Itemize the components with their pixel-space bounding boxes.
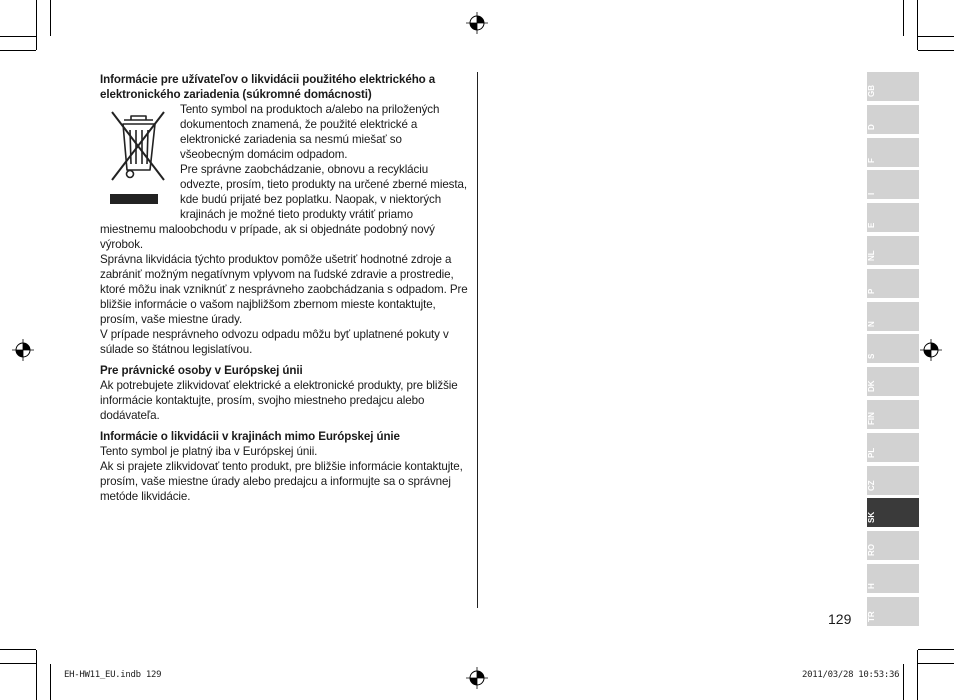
language-tab-h[interactable] (867, 564, 919, 593)
language-tab-label: CZ (867, 479, 876, 491)
language-tab-label: S (867, 354, 876, 360)
language-tab-label: FIN (867, 412, 876, 425)
paragraph: V prípade nesprávneho odvozu odpadu môžu byť uplatnené pokuty v súlade so štátnou legislatívou. (100, 328, 449, 356)
registration-mark-icon (466, 12, 488, 34)
section-heading: Pre právnické osoby v Európskej únii (100, 364, 303, 377)
language-tab-label: E (867, 222, 876, 229)
language-tab-nl[interactable] (867, 236, 919, 265)
registration-mark-icon (920, 339, 942, 361)
language-tab-label: N (867, 320, 876, 327)
language-tab-label: DK (867, 380, 876, 393)
paragraph: Správna likvidácia týchto produktov pomôže ušetriť hodnotné zdroje a zabrániť možným negatívnym vplyvom na ľudské zdravie a prostredie, ktoré môžu inak vzniknúť z nesprávneho zaobchádzania s odpadom. Pre bližšie informácie o vašom najbližšom zbernom mieste kontaktujte, prosím, vaše miestne úrady. (100, 253, 468, 326)
disposal-information (100, 72, 468, 504)
language-tab-d[interactable] (867, 105, 919, 134)
language-tabs (867, 72, 919, 630)
language-tab-label: H (867, 583, 876, 589)
language-tab-f[interactable] (867, 138, 919, 167)
section-outside-eu (100, 429, 468, 504)
language-tab-label: SK (867, 512, 876, 524)
section-eu-business (100, 363, 468, 423)
paragraph: Pre správne zaobchádzanie, obnovu a recykláciu odvezte, prosím, tieto produkty na určené zberné miesta, kde budú prijaté bez poplatku. Naopak, v niektorých krajinách je možné tieto produkty vrátiť priamo miestnemu maloobchodu v prípade, ak si objednáte podobný nový výrobok. (100, 163, 467, 251)
language-tab-sk[interactable] (867, 498, 919, 527)
language-tab-gb[interactable] (867, 72, 919, 101)
language-tab-label: P (867, 288, 876, 294)
language-tab-label: I (867, 193, 876, 196)
language-tab-ro[interactable] (867, 531, 919, 560)
footer-file-info: EH-HW11_EU.indb 129 (64, 670, 162, 680)
paragraph: Tento symbol je platný iba v Európskej únii. (100, 445, 318, 458)
paragraph: Ak si prajete zlikvidovať tento produkt, pre bližšie informácie kontaktujte, prosím, vaše miestne úrady alebo predajcu a informujte sa o správnej metóde likvidácie. (100, 460, 463, 503)
page-number: 129 (828, 611, 852, 627)
language-tab-cz[interactable] (867, 466, 919, 495)
language-tab-label: TR (867, 611, 876, 622)
section-private-households (100, 72, 468, 357)
registration-mark-icon (466, 667, 488, 689)
language-tab-label: RO (867, 544, 876, 557)
column-divider (477, 72, 478, 608)
language-tab-e[interactable] (867, 203, 919, 232)
crossed-out-wheelie-bin-icon (108, 108, 168, 210)
paragraph: Ak potrebujete zlikvidovať elektrické a elektronické produkty, pre bližšie informácie kontaktujte, prosím, svojho miestneho predajcu alebo dodávateľa. (100, 379, 458, 422)
language-tab-pl[interactable] (867, 433, 919, 462)
language-tab-i[interactable] (867, 170, 919, 199)
language-tab-p[interactable] (867, 269, 919, 298)
language-tab-label: PL (867, 447, 876, 458)
language-tab-tr[interactable] (867, 597, 919, 626)
section-heading: Informácie pre užívateľov o likvidácii použitého elektrického a elektronického zariadenia (súkromné domácnosti) (100, 73, 436, 101)
language-tab-label: NL (867, 250, 876, 261)
registration-mark-icon (12, 339, 34, 361)
language-tab-label: GB (867, 85, 876, 97)
footer-timestamp: 2011/03/28 10:53:36 (802, 670, 900, 680)
language-tab-label: F (867, 157, 876, 163)
language-tab-dk[interactable] (867, 367, 919, 396)
section-heading: Informácie o likvidácii v krajinách mimo Európskej únie (100, 430, 400, 443)
language-tab-n[interactable] (867, 302, 919, 331)
language-tab-label: D (867, 124, 876, 130)
language-tab-s[interactable] (867, 334, 919, 363)
language-tab-fin[interactable] (867, 400, 919, 429)
paragraph: Tento symbol na produktoch a/alebo na priložených dokumentoch znamená, že použité elektrické a elektronické zariadenia sa nesmú miešať so všeobecným domácim odpadom. (180, 103, 440, 161)
